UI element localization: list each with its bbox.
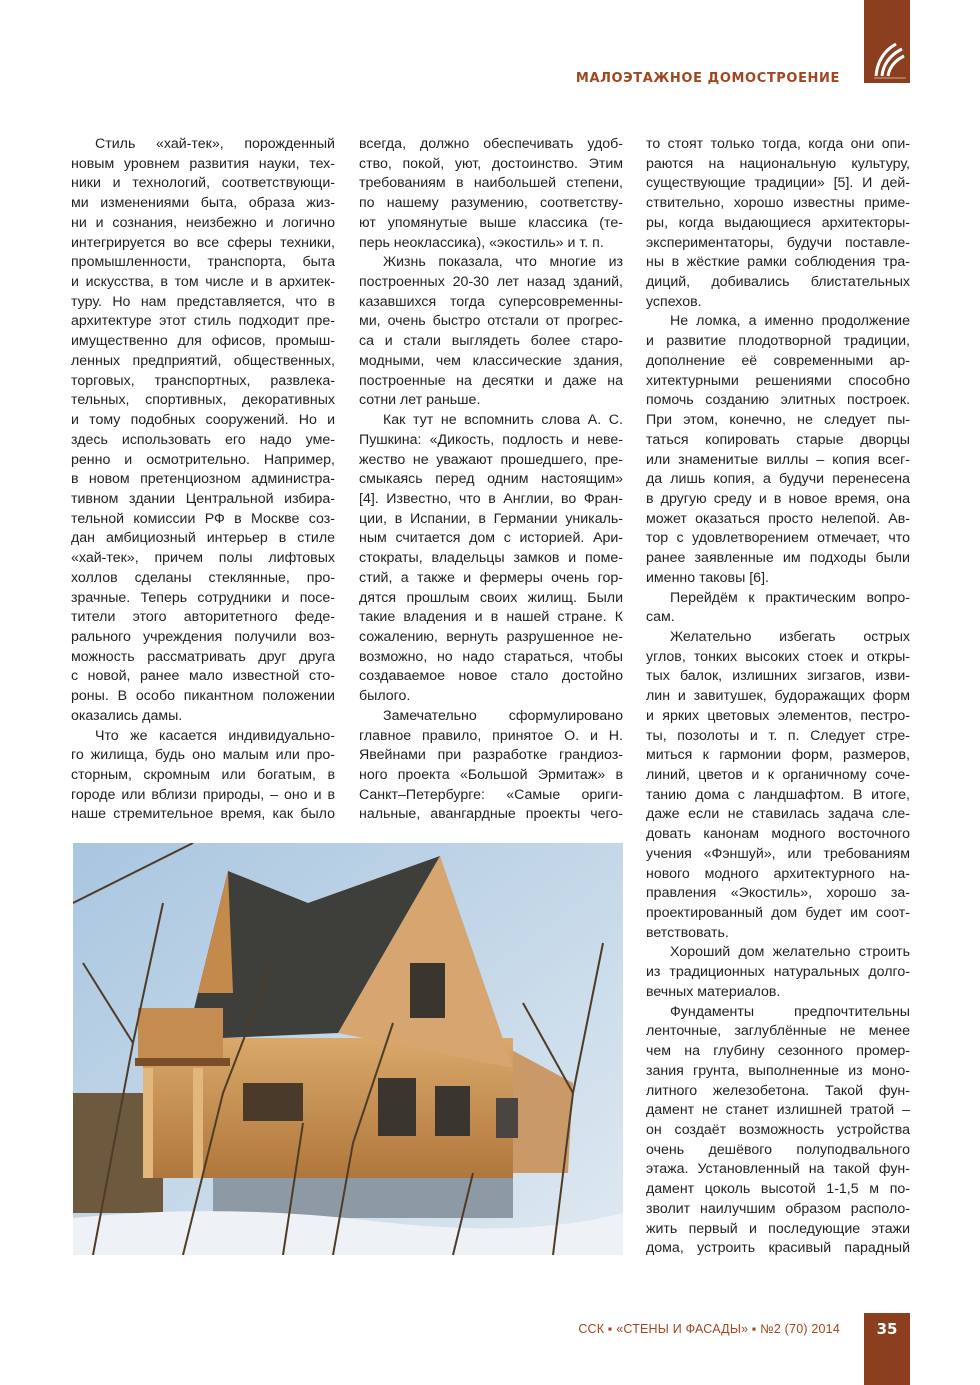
text-line: ции, в Испании, в Германии уникаль- <box>359 510 623 527</box>
text-line: ство, покой, уют, достоинство. Этим <box>359 155 623 172</box>
text-line: зволит наилучшим образом располо- <box>646 1200 910 1217</box>
page-number: 35 <box>876 1320 898 1338</box>
text-line: го жилища, будь оно малым или про- <box>71 747 335 764</box>
paragraph <box>646 312 910 588</box>
text-line: тор с удовлетворением отмечает, что <box>646 530 910 547</box>
text-line: тивном здании Центральной избира- <box>71 490 335 507</box>
text-line: тельных, спортивных, декоративных <box>71 392 335 409</box>
text-line: холлов сделаны стеклянные, про- <box>71 569 335 586</box>
paragraph <box>646 943 910 1002</box>
house-photo <box>73 843 623 1255</box>
text-line: жество не уважают прошедшего, пре- <box>359 451 623 468</box>
text-line: этажа. Установленный на такой фун- <box>646 1161 910 1178</box>
text-line: ным считается дом с историей. Ари- <box>359 530 623 547</box>
text-line: помочь созданию элитных построек. <box>646 392 910 409</box>
text-line: можность рассматривать друг друга <box>71 648 335 665</box>
text-line: дамент цоколь высотой 1-1,5 м по- <box>646 1181 910 1198</box>
text-line: с новой, ранее мало известной сто- <box>71 668 335 685</box>
text-line: да лишь копия, а будучи перенесена <box>646 471 910 488</box>
text-line: роны. В особо пикантном положении <box>71 688 335 705</box>
text-line: и ярких цветовых элементов, пестро- <box>646 707 910 724</box>
text-line: в новом претенциозном администра- <box>71 471 335 488</box>
text-line: нового модного архитектурного на- <box>646 865 910 882</box>
text-line: возможно, но надо стараться, чтобы <box>359 648 623 665</box>
text-line: то стоят только тогда, когда они опи- <box>646 136 910 152</box>
text-line: такие владения и в нашей стране. К <box>359 609 623 626</box>
text-line: из традиционных натуральных долго- <box>646 964 910 981</box>
text-line: тители этого авторитетного феде- <box>71 609 335 626</box>
text-line: сотни лет раньше. <box>359 392 481 409</box>
text-line: даже если не ставилась задача сле- <box>646 806 910 823</box>
text-line: торговых, транспортных, развлека- <box>71 372 335 389</box>
text-line: ленточные, заглублённые не менее <box>646 1023 910 1040</box>
text-line: диций, добивались блистательных <box>646 274 910 291</box>
text-line: именно таковы [6]. <box>646 569 769 586</box>
section-title: МАЛОЭТАЖНОЕ ДОМОСТРОЕНИЕ <box>575 71 840 86</box>
text-line: литного железобетона. Такой фун- <box>646 1082 910 1099</box>
text-line: тых балок, излишних зигзагов, изви- <box>646 668 910 685</box>
text-line: создаваемое новое стало достойно <box>359 668 623 685</box>
paragraph <box>71 135 335 727</box>
text-line: дятся прошлым своих жилищ. Были <box>359 589 623 606</box>
text-line: ренно и осмотрительно. Например, <box>71 451 335 468</box>
text-line: ни и сознания, неизбежно и логично <box>71 214 335 231</box>
paragraph <box>359 253 623 411</box>
text-line: модными, чем классические здания, <box>359 352 623 369</box>
text-line: и тому подобных сооружений. Но и <box>71 412 335 429</box>
text-line: раются на национальную культуру, <box>646 155 910 172</box>
text-line: дополнение её современными ар- <box>646 352 910 369</box>
text-line: наше стремительное время, как было <box>71 806 335 823</box>
text-line: и искусства, в том числе и в архитек- <box>71 274 335 291</box>
text-line: Хороший дом желательно строить <box>670 944 910 961</box>
text-line: он создаёт возможность устройства <box>646 1121 910 1138</box>
text-line: зания грунта, выполненные из моно- <box>646 1062 910 1079</box>
paragraph <box>646 589 910 628</box>
text-line: интегрируется во все сферы техники, <box>71 234 335 251</box>
text-line: построенных 20-30 лет назад зданий, <box>359 274 623 291</box>
text-line: углов, тонких высоких стоек и откры- <box>646 648 910 665</box>
text-line: Жизнь показала, что многие из <box>383 254 623 271</box>
text-line: танию дома с ландшафтом. В итоге, <box>646 786 910 803</box>
text-line: городе или вблизи природы, – оно и в <box>71 786 335 803</box>
text-line: существующие традиции» [5]. И дей- <box>646 175 910 192</box>
text-line: са и стали выглядеть более старо- <box>359 333 623 350</box>
text-line: может оказаться просто нелепой. Ав- <box>646 510 910 527</box>
text-line: [4]. Известно, что в Англии, во Фран- <box>359 490 623 507</box>
paragraph <box>359 411 623 707</box>
text-line: новым уровнем развития науки, тех- <box>71 155 335 172</box>
text-line: Пушкина: «Дикость, подлость и неве- <box>359 431 623 448</box>
article-column-3 <box>646 135 910 1259</box>
text-line: смыкаясь перед одним настоящим» <box>359 471 623 488</box>
text-line: дамент не станет излишней тратой – <box>646 1102 910 1119</box>
logo-tab <box>864 0 910 83</box>
text-line: ленных предприятий, общественных, <box>71 352 335 369</box>
paragraph <box>646 1003 910 1259</box>
paragraph <box>71 727 335 826</box>
text-line: Как тут не вспомнить слова А. С. <box>383 412 623 429</box>
text-line: ми, очень быстро отстали от прогрес- <box>359 313 623 330</box>
text-line: всегда, должно обеспечивать удоб- <box>359 136 623 152</box>
text-line: чем на глубину сезонного промер- <box>646 1043 910 1060</box>
text-line: Желательно избегать острых <box>670 628 910 645</box>
swoosh-logo-icon <box>868 36 906 80</box>
paragraph <box>359 707 623 825</box>
text-line: учения «Фэншуй», или требованиям <box>646 845 910 862</box>
text-line: рального учреждения получили воз- <box>71 628 335 645</box>
text-line: здесь использовать его надо уме- <box>71 431 335 448</box>
text-line: «хай-тек», причем полы лифтовых <box>71 550 335 567</box>
text-line: ранее заявленные им подходы были <box>646 550 910 567</box>
text-line: довать канонам модного восточного <box>646 826 910 843</box>
text-line: дан амбициозный интерьер в стиле <box>71 530 335 547</box>
text-line: дома, устроить красивый парадный <box>646 1240 910 1257</box>
text-line: Что же касается индивидуально- <box>95 727 335 744</box>
article-column-1 <box>71 135 335 825</box>
text-line: лин и завитушек, будоражащих форм <box>646 688 910 705</box>
text-line: в другую среду и в новое время, она <box>646 490 910 507</box>
text-line: ры, когда выдающиеся архитекторы- <box>646 214 910 231</box>
text-line: ми изменениями быта, образа жиз- <box>71 195 335 212</box>
text-line: построенные на десятки и даже на <box>359 372 623 389</box>
text-line: При этом, конечно, не следует пы- <box>646 412 910 429</box>
text-line: по нашему разумению, соответству- <box>359 195 623 212</box>
text-line: промышленности, транспорта, быта <box>71 254 335 271</box>
text-line: проектированный дом будет им соот- <box>646 905 910 922</box>
text-line: казавшихся тогда суперсовременны- <box>359 293 623 310</box>
footer-publication: ССК ▪ «СТЕНЫ И ФАСАДЫ» ▪ №2 (70) 2014 <box>578 1322 840 1336</box>
text-line: вечных материалов. <box>646 983 781 1000</box>
text-line: туру. Но нам представляется, что в <box>71 293 335 310</box>
text-line: Явейнами при разработке грандиоз- <box>359 747 623 764</box>
text-line: зрачные. Теперь сотрудники и посе- <box>71 589 335 606</box>
text-line: Не ломка, а именно продолжение <box>670 313 910 330</box>
text-line: успехов. <box>646 293 702 310</box>
text-line: ют упомянутые выше классика (те- <box>359 214 623 231</box>
paragraph <box>646 135 910 312</box>
text-line: стократы, владельцы замков и поме- <box>359 550 623 567</box>
paragraph <box>646 628 910 944</box>
text-line: нальные, авангардные проекты чего- <box>359 806 623 823</box>
text-line: требованиям в наибольшей степени, <box>359 175 623 192</box>
text-line: главное правило, принятое О. и Н. <box>359 727 623 744</box>
text-line: линий, цветов и к органичному соче- <box>646 767 910 783</box>
text-line: ствительно, хорошо известны приме- <box>646 195 910 212</box>
text-line: Фундаменты предпочтительны <box>670 1003 910 1020</box>
text-line: или знаменитые виллы – копия всег- <box>646 451 910 468</box>
text-line: стий, а также и фермеры очень гор- <box>359 569 623 586</box>
text-line: тельной комиссии РФ в Москве соз- <box>71 510 335 527</box>
text-line: ного проекта «Большой Эрмитаж» в <box>359 767 623 783</box>
text-line: Замечательно сформулировано <box>383 707 623 724</box>
text-line: очень дешёвого полуподвального <box>646 1141 910 1158</box>
article-column-2 <box>359 135 623 825</box>
text-line: сожалению, вернуть разрушенное не- <box>359 628 623 645</box>
paragraph <box>359 135 623 253</box>
text-line: экспериментаторы, будучи поставле- <box>646 234 910 251</box>
text-line: ты, позолоты и т. п. Следует стре- <box>646 727 910 744</box>
text-line: имущественно для офисов, промыш- <box>71 333 335 350</box>
text-line: ветствовать. <box>646 924 729 941</box>
page-number-box <box>864 1313 910 1385</box>
text-line: сам. <box>646 609 675 626</box>
text-line: Стиль «хай-тек», порожденный <box>95 136 335 152</box>
text-line: хитектурными решениями способно <box>646 372 910 389</box>
text-line: ны в жёсткие рамки соблюдения тра- <box>646 254 910 271</box>
text-line: оказались дамы. <box>71 707 183 724</box>
text-line: Санкт–Петербурге: «Самые ориги- <box>359 786 623 803</box>
text-line: правления «Экостиль», хорошо за- <box>646 885 910 902</box>
text-line: жить первый и последующие этажи <box>646 1220 910 1237</box>
text-line: сторным, скромным или богатым, в <box>71 767 335 783</box>
text-line: миться к гармонии форм, размеров, <box>646 747 910 764</box>
text-line: былого. <box>359 688 411 705</box>
text-line: архитектуре этот стиль подходит пре- <box>71 313 335 330</box>
text-line: Перейдём к практическим вопро- <box>670 589 910 606</box>
text-line: и развитие плодотворной традиции, <box>646 333 910 350</box>
text-line: перь неоклассика), «экостиль» и т. п. <box>359 234 604 251</box>
text-line: таться копировать старые дворцы <box>646 431 910 448</box>
text-line: ники и технологий, соответствующи- <box>71 175 335 192</box>
